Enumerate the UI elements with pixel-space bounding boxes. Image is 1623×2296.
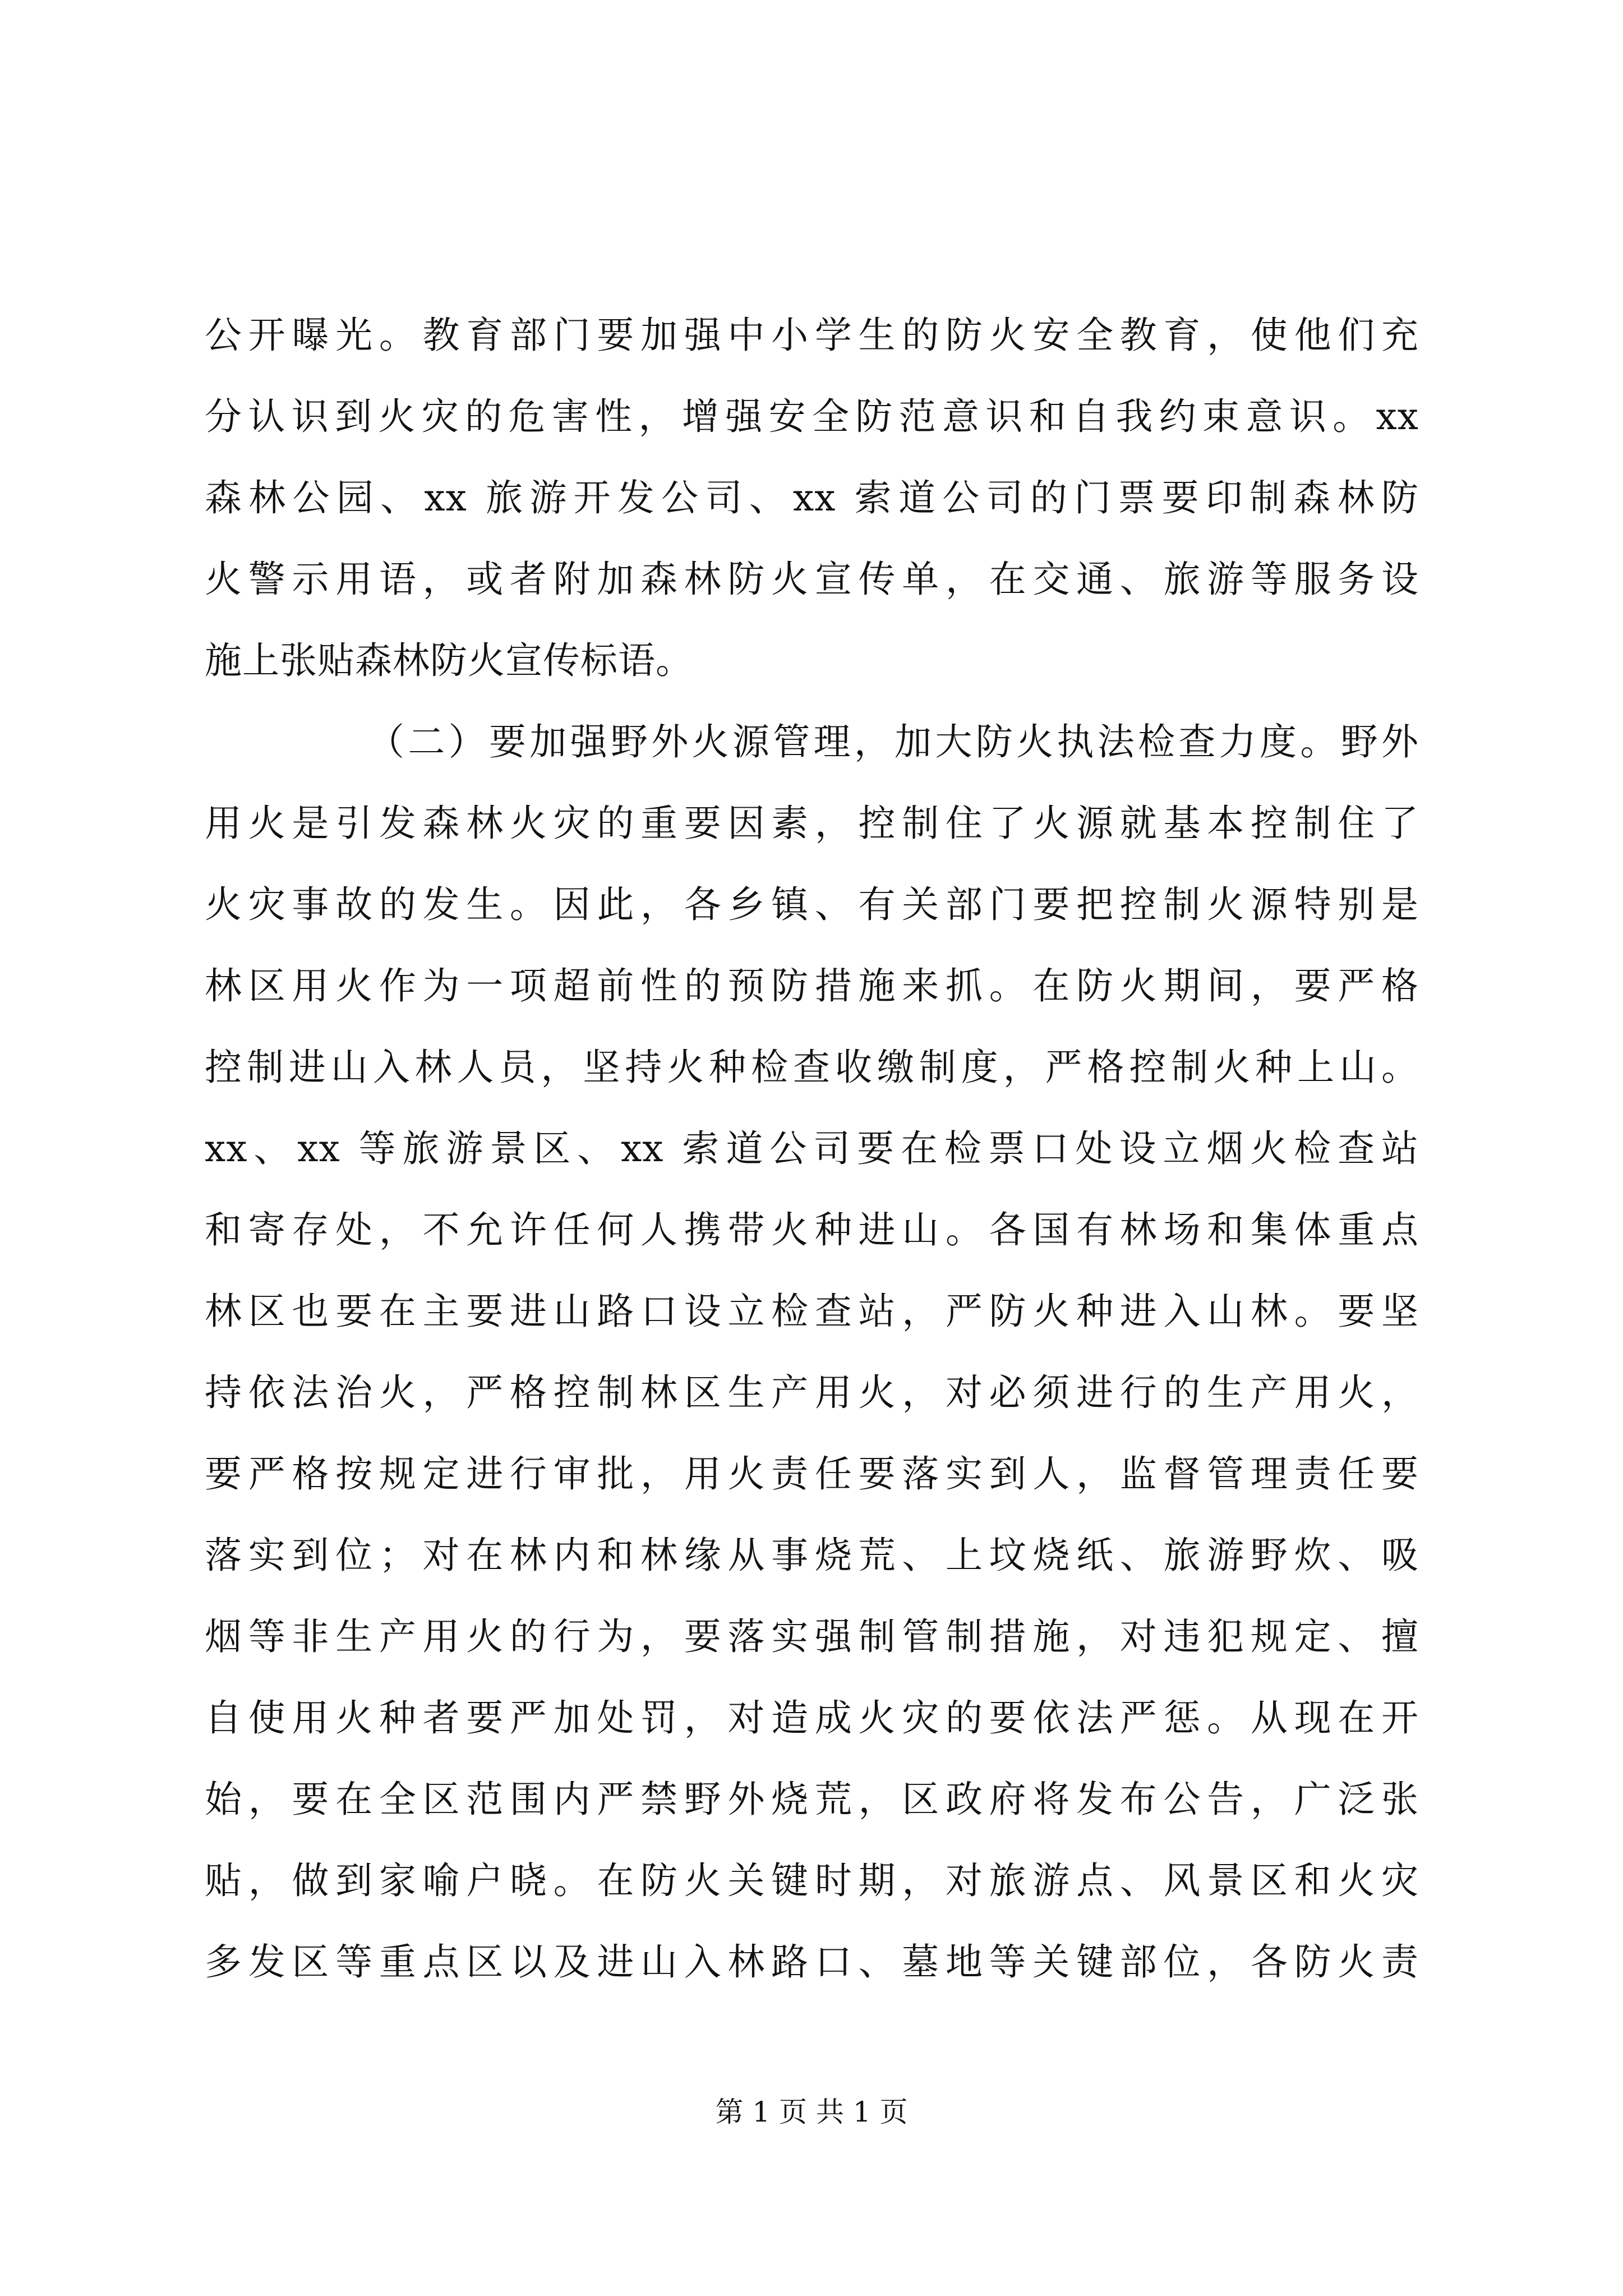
text-line: 控制进山入林人员，坚持火种检查收缴制度，严格控制火种上山。 xyxy=(205,1046,1419,1089)
text-line: 林区用火作为一项超前性的预防措施来抓。在防火期间，要严格 xyxy=(205,964,1419,1007)
document-body xyxy=(205,295,1419,2003)
text-line: 要严格按规定进行审批，用火责任要落实到人，监督管理责任要 xyxy=(205,1452,1419,1496)
text-line: 贴，做到家喻户晓。在防火关键时期，对旅游点、风景区和火灾 xyxy=(205,1859,1419,1902)
text-line: 森林公园、xx 旅游开发公司、xx 索道公司的门票要印制森林防 xyxy=(205,476,1419,519)
text-line: 火灾事故的发生。因此，各乡镇、有关部门要把控制火源特别是 xyxy=(205,883,1419,926)
text-line: 始，要在全区范围内严禁野外烧荒，区政府将发布公告，广泛张 xyxy=(205,1778,1419,1821)
text-line: 烟等非生产用火的行为，要落实强制管制措施，对违犯规定、擅 xyxy=(205,1615,1419,1658)
text-line: 持依法治火，严格控制林区生产用火，对必须进行的生产用火， xyxy=(205,1371,1419,1414)
page-footer: 第 1 页 共 1 页 xyxy=(715,2096,908,2128)
text-line: 公开曝光。教育部门要加强中小学生的防火安全教育，使他们充 xyxy=(205,314,1419,357)
text-line: 施上张贴森林防火宣传标语。 xyxy=(205,639,693,682)
text-line: 用火是引发森林火灾的重要因素，控制住了火源就基本控制住了 xyxy=(205,802,1419,845)
text-line: 和寄存处，不允许任何人携带火种进山。各国有林场和集体重点 xyxy=(205,1208,1419,1251)
text-line: 多发区等重点区以及进山入林路口、墓地等关键部位，各防火责 xyxy=(205,1940,1419,1984)
text-line: 落实到位；对在林内和林缘从事烧荒、上坟烧纸、旅游野炊、吸 xyxy=(205,1534,1419,1577)
paragraph-2 xyxy=(205,701,1419,2003)
text-line: （二）要加强野外火源管理，加大防火执法检查力度。野外 xyxy=(367,720,1419,763)
text-line: 分认识到火灾的危害性，增强安全防范意识和自我约束意识。xx xyxy=(205,395,1419,438)
paragraph-1 xyxy=(205,295,1419,701)
text-line: xx、xx 等旅游景区、xx 索道公司要在检票口处设立烟火检查站 xyxy=(205,1127,1419,1170)
text-line: 林区也要在主要进山路口设立检查站，严防火种进入山林。要坚 xyxy=(205,1290,1419,1333)
text-line: 自使用火种者要严加处罚，对造成火灾的要依法严惩。从现在开 xyxy=(205,1696,1419,1740)
text-line: 火警示用语，或者附加森林防火宣传单，在交通、旅游等服务设 xyxy=(205,558,1419,601)
